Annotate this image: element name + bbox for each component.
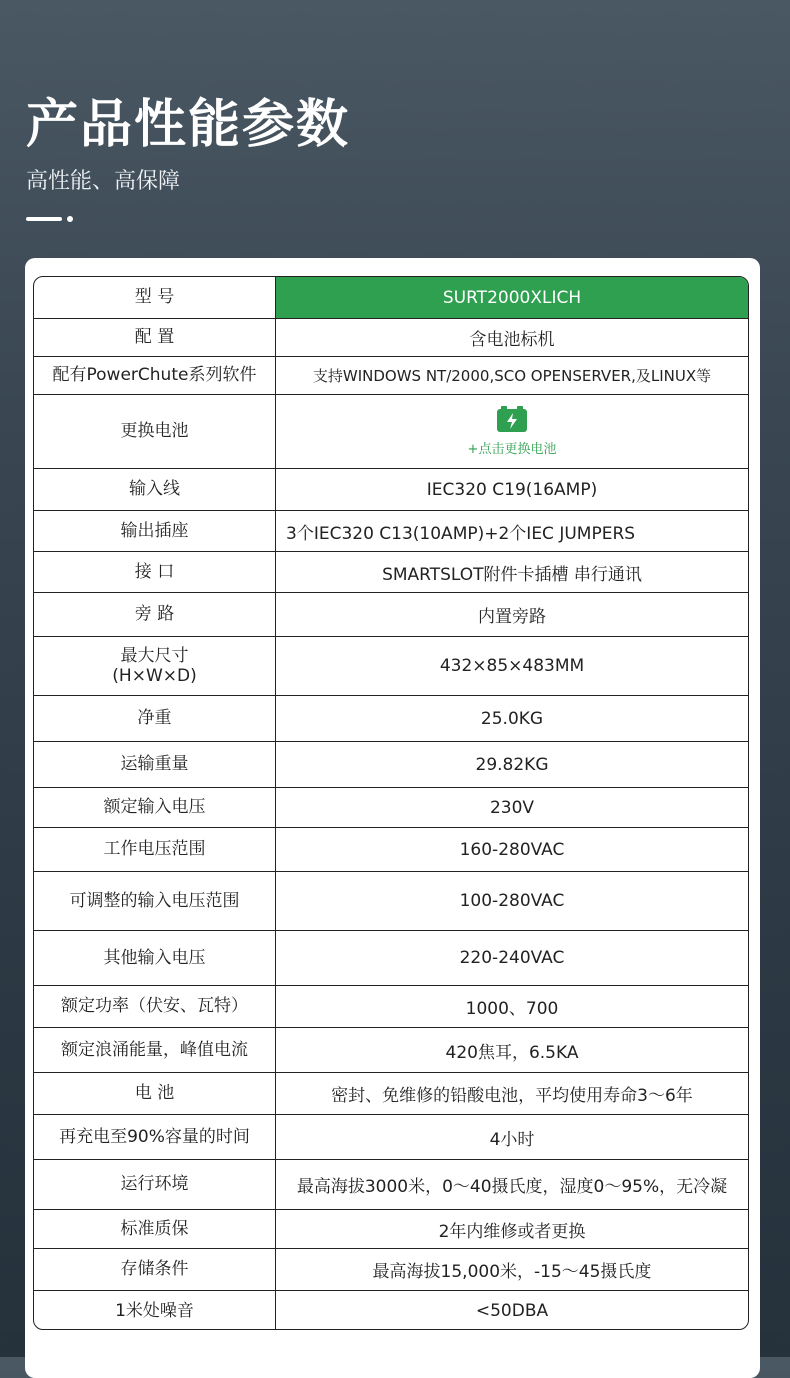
table-row [34, 552, 748, 593]
row-value: 25.0KG [480, 708, 544, 729]
row-value: 220-240VAC [459, 948, 565, 968]
row-value: 432×85×483MM [439, 656, 585, 676]
table-row [34, 1249, 748, 1291]
row-label: 运输重量 [34, 742, 276, 787]
table-row [34, 637, 748, 696]
row-value: 最高海拔3000米，0～40摄氏度，湿度0～95%，无冷凝 [296, 1177, 728, 1197]
row-label: 工作电压范围 [34, 828, 276, 871]
table-row [34, 696, 748, 742]
row-value: 2年内维修或者更换 [438, 1221, 586, 1242]
table-row [34, 872, 748, 931]
row-label: 输出插座 [34, 511, 276, 551]
model-value: SURT2000XLICH [276, 277, 748, 318]
row-label: 最大尺寸 (H×W×D) [34, 637, 276, 695]
accent-line [26, 217, 62, 221]
row-value: 160-280VAC [459, 839, 565, 860]
battery-replace-link[interactable]: +点击更换电池 [467, 442, 557, 457]
table-row-model [34, 277, 748, 319]
table-row [34, 1028, 748, 1073]
table-row [34, 1160, 748, 1210]
table-row [34, 319, 748, 357]
table-row [34, 1073, 748, 1115]
accent-dot [67, 216, 73, 222]
row-label: 标准质保 [34, 1210, 276, 1248]
row-label: 配有PowerChute系列软件 [34, 357, 276, 394]
table-row [34, 742, 748, 788]
table-row [34, 1291, 748, 1330]
row-value: 含电池标机 [469, 330, 555, 350]
table-row [34, 593, 748, 637]
row-label: 旁 路 [34, 593, 276, 636]
row-value: 最高海拔15,000米，-15～45摄氏度 [372, 1262, 652, 1282]
page-title: 产品性能参数 [26, 95, 351, 155]
row-value: 29.82KG [475, 754, 549, 775]
battery-replace-button[interactable] [468, 406, 557, 457]
table-row [34, 1115, 748, 1160]
table-row [34, 828, 748, 872]
row-label: 额定浪涌能量，峰值电流 [34, 1028, 276, 1072]
row-value: <50DBA [475, 1301, 549, 1321]
table-row [34, 986, 748, 1028]
table-row [34, 931, 748, 986]
row-label: 运行环境 [34, 1160, 276, 1209]
table-row [34, 511, 748, 552]
row-label: 其他输入电压 [34, 931, 276, 985]
page-subtitle: 高性能、高保障 [26, 169, 181, 194]
row-label: 配 置 [34, 319, 276, 356]
row-label: 接 口 [34, 552, 276, 592]
row-value: 密封、免维修的铅酸电池，平均使用寿命3～6年 [331, 1086, 693, 1106]
row-value: 3个IEC320 C13(10AMP)+2个IEC JUMPERS [286, 523, 636, 544]
row-label: 额定输入电压 [34, 788, 276, 827]
row-value: 4小时 [489, 1129, 535, 1150]
row-value: 支持WINDOWS NT/2000,SCO OPENSERVER,及LINUX等 [312, 367, 712, 385]
row-label: 存储条件 [34, 1249, 276, 1290]
row-label: 更换电池 [34, 395, 276, 468]
row-label: 1米处噪音 [34, 1291, 276, 1330]
row-value: 100-280VAC [459, 891, 565, 911]
battery-charge-icon [496, 406, 528, 432]
row-label: 再充电至90%容量的时间 [34, 1115, 276, 1159]
row-value: 内置旁路 [478, 607, 546, 627]
table-row [34, 469, 748, 511]
row-label: 输入线 [34, 469, 276, 510]
row-value: 1000、700 [465, 999, 559, 1019]
row-value: SMARTSLOT附件卡插槽 串行通讯 [382, 564, 642, 585]
row-label: 额定功率（伏安、瓦特） [34, 986, 276, 1027]
battery-replace-cell [276, 395, 748, 468]
row-label: 可调整的输入电压范围 [34, 872, 276, 930]
table-row [34, 1210, 748, 1249]
row-label: 型 号 [34, 277, 276, 318]
row-label: 净重 [34, 696, 276, 741]
table-row [34, 357, 748, 395]
spec-table [33, 276, 749, 1330]
row-value: IEC320 C19(16AMP) [426, 479, 598, 500]
table-row-battery-replace [34, 395, 748, 469]
row-label: 电 池 [34, 1073, 276, 1114]
table-row [34, 788, 748, 828]
row-value: 420焦耳，6.5KA [445, 1042, 579, 1063]
row-value: 230V [489, 797, 535, 818]
